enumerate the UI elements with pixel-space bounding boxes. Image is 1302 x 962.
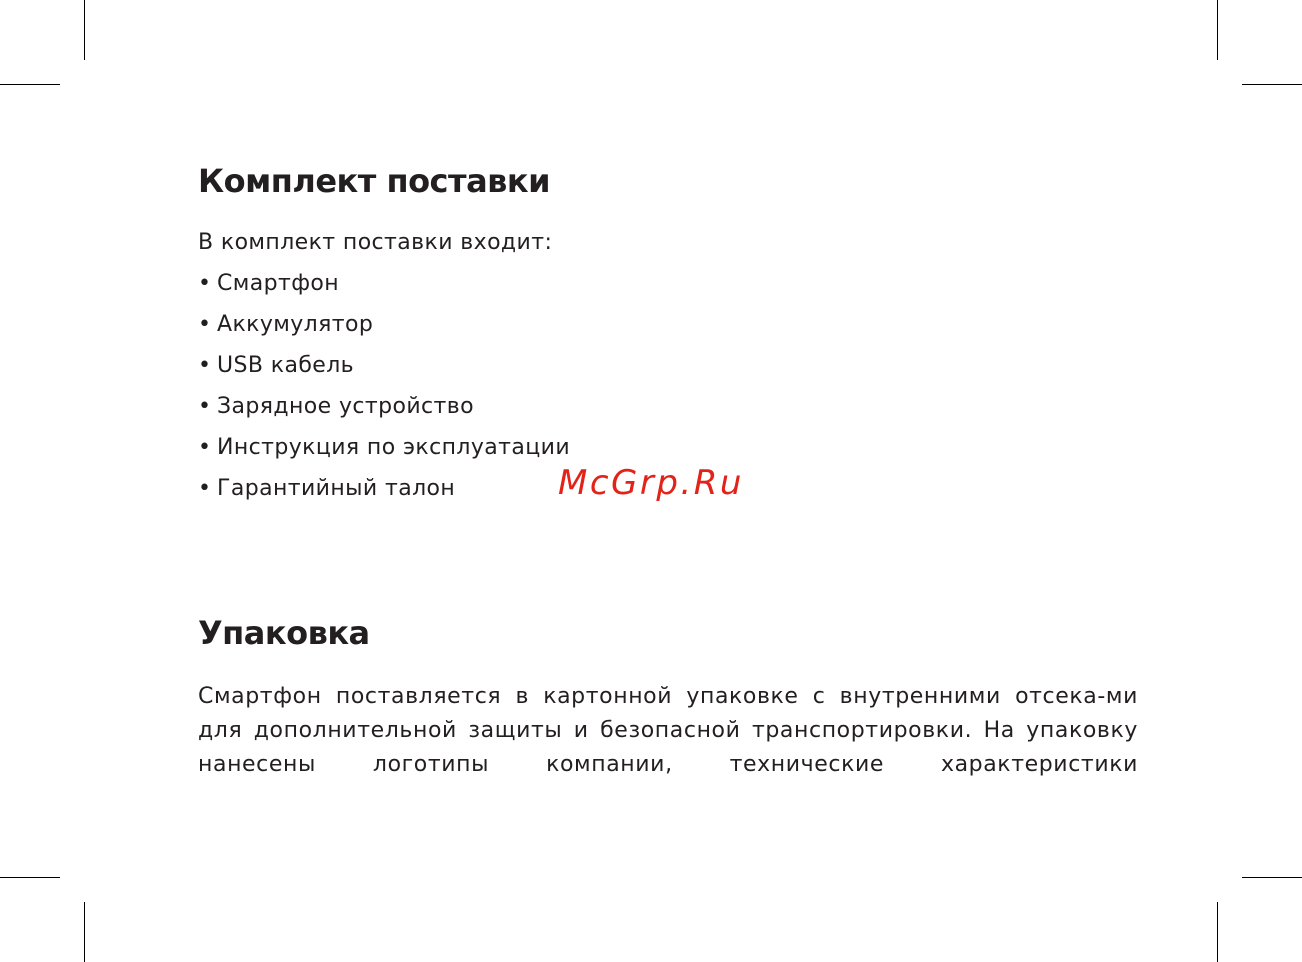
bullet: •	[198, 476, 212, 501]
crop-mark-top-left-vertical	[84, 0, 85, 60]
crop-mark-bottom-left-vertical	[84, 902, 85, 962]
crop-mark-top-right-vertical	[1217, 0, 1218, 60]
bullet: •	[198, 312, 212, 337]
list-item-text: Зарядное устройство	[217, 394, 474, 419]
bullet: •	[198, 353, 212, 378]
bullet: •	[198, 435, 212, 460]
watermark-text: McGrp.Ru	[558, 463, 744, 503]
list-item-text: USB кабель	[217, 353, 355, 378]
section-title-packaging: Упаковка	[198, 614, 370, 652]
set-items-list	[198, 270, 570, 516]
list-item	[198, 434, 570, 475]
section-title-set: Комплект поставки	[198, 162, 551, 200]
crop-mark-bottom-left-horizontal	[0, 877, 60, 878]
crop-mark-bottom-right-horizontal	[1242, 877, 1302, 878]
list-item	[198, 352, 570, 393]
list-item	[198, 311, 570, 352]
packaging-paragraph: Смартфон поставляется в картонной упаковке с внутренними отсека-ми для дополнительной защиты и безопасной транспортировки. На упаковку нанесены логотипы компании, технические характеристики	[198, 684, 1138, 777]
set-intro: В комплект поставки входит:	[198, 230, 553, 255]
list-item-text: Смартфон	[217, 271, 340, 296]
list-item	[198, 393, 570, 434]
list-item	[198, 475, 570, 516]
bullet: •	[198, 271, 212, 296]
list-item-text: Аккумулятор	[217, 312, 374, 337]
crop-mark-bottom-right-vertical	[1217, 902, 1218, 962]
list-item-text: Инструкция по эксплуатации	[217, 435, 571, 460]
crop-mark-top-left-horizontal	[0, 84, 60, 85]
crop-mark-top-right-horizontal	[1242, 84, 1302, 85]
list-item-text: Гарантийный талон	[217, 476, 456, 501]
list-item	[198, 270, 570, 311]
bullet: •	[198, 394, 212, 419]
